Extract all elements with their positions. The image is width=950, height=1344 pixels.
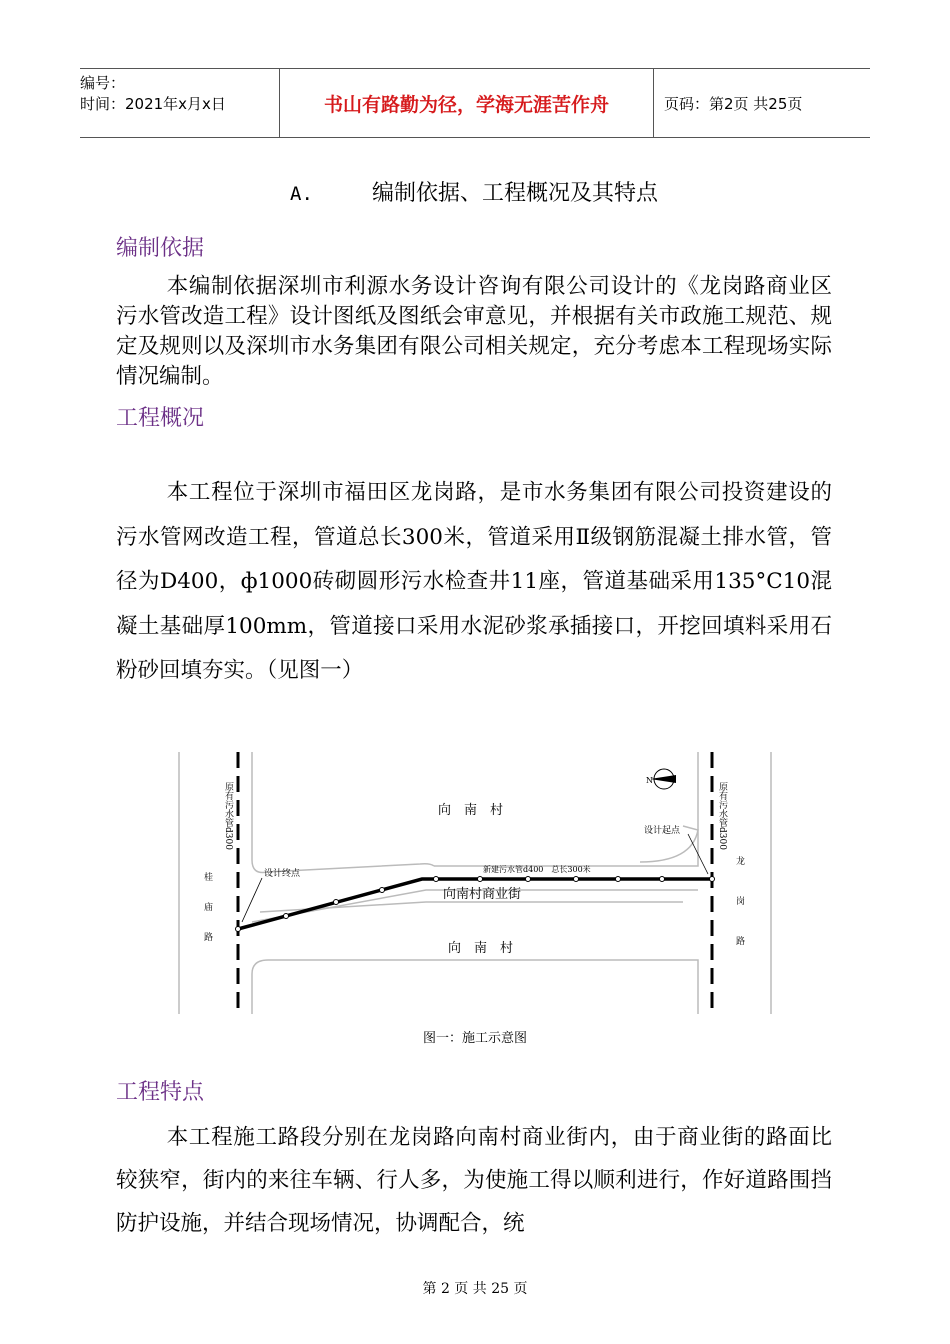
- right-road-char-1: 龙: [736, 857, 746, 867]
- section-title-text: 编制依据、工程概况及其特点: [372, 181, 659, 206]
- overview-heading: 工程概况: [116, 406, 205, 431]
- header-motto: 书山有路勤为径，学海无涯苦作舟: [280, 69, 654, 137]
- features-heading: 工程特点: [116, 1080, 205, 1105]
- north-letter: N: [646, 776, 653, 785]
- start-point-label: 设计起点: [644, 826, 681, 836]
- overview-text: 本工程位于深圳市福田区龙岗路，是市水务集团有限公司投资建设的污水管网改造工程，管道总长300米，管道采用Ⅱ级钢筋混凝土排水管，管径为D400，ф1000砖砌圆形污水检查井11座，管道基础采用135°C10混凝土基础厚100mm，管道接口采用水泥砂浆承插接口，开挖回填料采用石粉砂回填夯实。（见图一）: [116, 480, 832, 683]
- left-road-char-3: 路: [204, 933, 214, 943]
- right-road-char-3: 路: [736, 937, 746, 947]
- right-road-char-2: 岗: [736, 897, 746, 907]
- manholes: [236, 877, 715, 932]
- header-meta: [80, 69, 280, 137]
- street-label: 向南村商业街: [443, 887, 522, 902]
- basis-heading: 编制依据: [116, 236, 205, 261]
- figure-caption: 图一：施工示意图: [422, 1031, 527, 1046]
- left-road-char-2: 庙: [204, 903, 214, 913]
- section-title: [290, 176, 658, 207]
- existing-pipes: [238, 752, 712, 1014]
- basis-text: 本编制依据深圳市利源水务设计咨询有限公司设计的《龙岗路商业区污水管改造工程》设计图纸及图纸会审意见，并根据有关市政施工规范、规定及规则以及深圳市水务集团有限公司相关规定，充分考虑本工程现场实际情况编制。: [116, 274, 832, 389]
- overview-paragraph: [116, 471, 832, 694]
- page-header: [80, 68, 870, 138]
- compass: [650, 769, 676, 789]
- village-north-label: 向 南 村: [438, 803, 504, 818]
- page-frame-lines: [179, 752, 771, 1014]
- document-number: 编号：: [80, 74, 126, 92]
- features-text: 本工程施工路段分别在龙岗路向南村商业街内，由于商业街的路面比较狭窄，街内的来往车辆、行人多，为使施工得以顺利进行，作好道路围挡防护设施，并结合现场情况，协调配合，统: [116, 1125, 832, 1236]
- section-number: A.: [290, 183, 313, 205]
- construction-diagram: [178, 752, 772, 1014]
- left-road-char-1: 桂: [204, 873, 214, 883]
- right-pipe-label: 原有污水管d300: [717, 782, 727, 850]
- street-outline: [252, 752, 698, 1014]
- new-pipe-label: 新建污水管d400 总长300米: [483, 865, 591, 874]
- basis-paragraph: [116, 272, 832, 392]
- page-footer: 第 2 页 共 25 页: [422, 1281, 528, 1297]
- village-south-label: 向 南 村: [448, 941, 514, 956]
- left-pipe-label: 原有污水管d300: [223, 782, 233, 850]
- document-date: 时间：2021年x月x日: [80, 95, 226, 113]
- header-page-info: 页码：第2页 共25页: [664, 94, 803, 113]
- features-paragraph: [116, 1116, 832, 1245]
- end-point-label: 设计终点: [264, 869, 301, 879]
